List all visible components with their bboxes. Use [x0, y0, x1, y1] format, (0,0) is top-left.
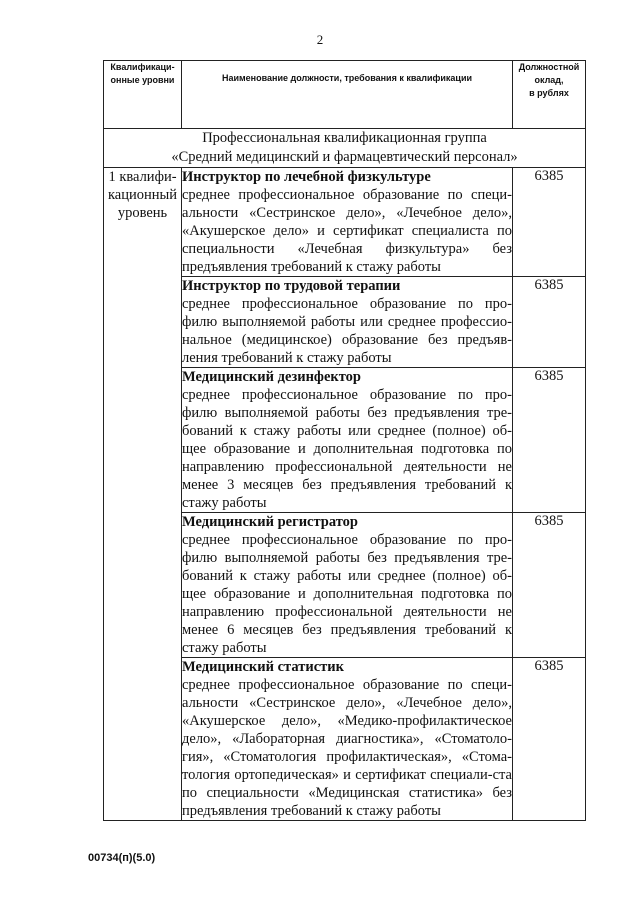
position-title: Медицинский регистратор: [182, 514, 358, 530]
position-requirements: среднее профессиональное образование по специ-альности «Сестринское дело», «Лечебное дело», «Акушерское дело», «Медико-профилактическое дело», «Лабораторная диагностика», «Стоматоло-гия», «Стоматология профилактическая», «Стома-тология ортопедическая» и сертификат специали-ста по специальности «Медицинская статистика» без предъявления требований к стажу работы: [182, 677, 512, 819]
position-salary: 6385: [513, 368, 586, 513]
position-salary: 6385: [513, 658, 586, 821]
position-title: Инструктор по лечебной физкультуре: [182, 169, 431, 185]
position-requirements: среднее профессиональное образование по про-филю выполняемой работы без предъявления тре-бований к стажу работы или среднее (полное) об-щее образование и дополнительная подготовка по направлению профессиональной деятельности не менее 6 месяцев без предъявления требований к стажу работы: [182, 532, 512, 656]
position-title: Медицинский дезинфектор: [182, 369, 361, 385]
position-description: [182, 658, 513, 821]
position-description: [182, 277, 513, 368]
position-requirements: среднее профессиональное образование по специ-альности «Сестринское дело», «Лечебное дело», «Акушерское дело» и сертификат специалиста по специальности «Лечебная физкультура» без предъявления требований к стажу работы: [182, 187, 512, 275]
position-salary: 6385: [513, 277, 586, 368]
page-number: 2: [316, 32, 324, 47]
position-description: [182, 513, 513, 658]
position-description: [182, 168, 513, 277]
position-title: Медицинский статистик: [182, 659, 344, 675]
qualification-level: 1 квалифи- кационный уровень: [104, 168, 182, 821]
header-qualification-levels: Квалификаци- онные уровни: [104, 61, 182, 129]
position-requirements: среднее профессиональное образование по про-филю выполняемой работы без предъявления тре-бований к стажу работы или среднее (полное) об-щее образование и дополнительная подготовка по направлению профессиональной деятельности не менее 3 месяцев без предъявления требований к стажу работы: [182, 387, 512, 511]
table-header-row: [104, 61, 586, 129]
position-title: Инструктор по трудовой терапии: [182, 278, 401, 294]
group-title: Профессиональная квалификационная группа «Средний медицинский и фармацевтический персонал»: [104, 129, 586, 168]
group-title-row: [104, 129, 586, 168]
document-code: 00734(п)(5.0): [88, 852, 156, 864]
position-description: [182, 368, 513, 513]
position-requirements: среднее профессиональное образование по про-филю выполняемой работы или среднее профессио-нальное (медицинское) образование без предъяв-ления требований к стажу работы: [182, 296, 512, 366]
position-row: [104, 168, 586, 277]
position-salary: 6385: [513, 513, 586, 658]
qualification-table: [103, 60, 586, 821]
header-salary: Должностной оклад, в рублях: [513, 61, 586, 129]
header-position-requirements: Наименование должности, требования к квалификации: [182, 61, 513, 129]
position-salary: 6385: [513, 168, 586, 277]
